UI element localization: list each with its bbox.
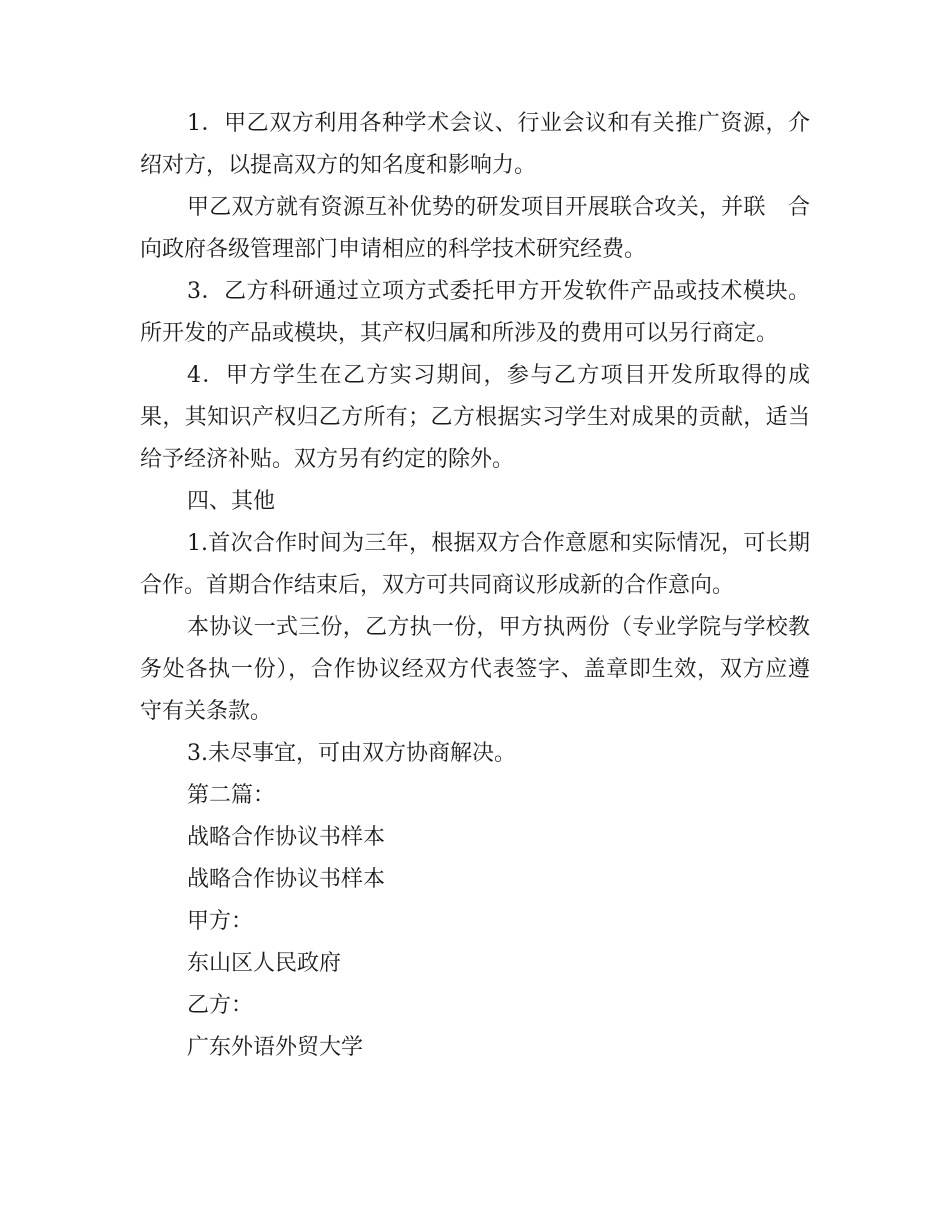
document-title: 战略合作协议书样本 xyxy=(187,825,386,850)
paragraph-copies: 本协议一式三份，乙方执一份，甲方执两份（专业学院与学校教务处各执一份），合作协议经双方代表签字、盖章即生效，双方应遵守有关条款。 xyxy=(140,615,810,724)
party-a-label: 甲方： xyxy=(187,909,254,934)
party-b-label: 乙方： xyxy=(187,993,254,1018)
party-b-name: 广东外语外贸大学 xyxy=(187,1035,364,1060)
paragraph-joint-research: 甲乙双方就有资源互补优势的研发项目开展联合攻关，并联 合向政府各级管理部门申请相应的科学技术研究经费。 xyxy=(140,195,810,262)
paragraph-intellectual-property: 4．甲方学生在乙方实习期间，参与乙方项目开发所取得的成果，其知识产权归乙方所有；乙方根据实习学生对成果的贡献，适当给予经济补贴。双方另有约定的除外。 xyxy=(140,363,810,472)
chapter-label: 第二篇： xyxy=(187,783,276,808)
paragraph-commissioned-development: 3．乙方科研通过立项方式委托甲方开发软件产品或技术模块。所开发的产品或模块，其产权归属和所涉及的费用可以另行商定。 xyxy=(140,279,810,346)
document-subtitle: 战略合作协议书样本 xyxy=(187,867,386,892)
party-a-name: 东山区人民政府 xyxy=(187,951,342,976)
document-body xyxy=(140,103,810,1069)
paragraph-cooperation-period: 1.首次合作时间为三年，根据双方合作意愿和实际情况，可长期合作。首期合作结束后，双方可共同商议形成新的合作意向。 xyxy=(140,531,810,598)
paragraph-unresolved-matters: 3.未尽事宜，可由双方协商解决。 xyxy=(187,741,516,766)
section-heading-other: 四、其他 xyxy=(187,489,276,514)
paragraph-promotion: 1．甲乙双方利用各种学术会议、行业会议和有关推广资源，介绍对方，以提高双方的知名度和影响力。 xyxy=(140,111,810,178)
